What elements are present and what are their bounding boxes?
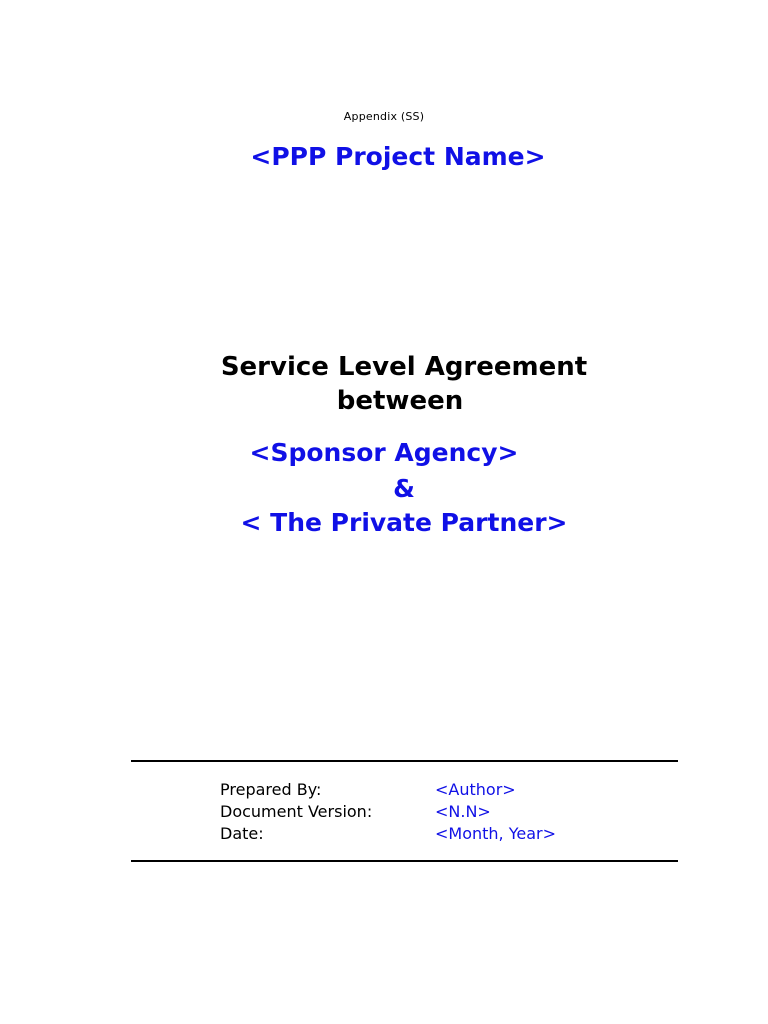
top-divider xyxy=(131,760,678,762)
document-title-between: between xyxy=(336,386,464,416)
document-version-label: Document Version: xyxy=(220,802,373,821)
sponsor-agency: <Sponsor Agency> xyxy=(249,438,519,467)
date-label: Date: xyxy=(220,824,264,843)
document-version-value: <N.N> xyxy=(435,802,491,821)
ampersand: & xyxy=(393,474,415,503)
date-row xyxy=(220,823,556,845)
project-name: <PPP Project Name> xyxy=(250,142,546,171)
private-partner: < The Private Partner> xyxy=(240,508,568,537)
appendix-label: Appendix (SS) xyxy=(343,110,425,123)
prepared-by-value: <Author> xyxy=(435,780,516,799)
bottom-divider xyxy=(131,860,678,862)
prepared-by-label: Prepared By: xyxy=(220,780,322,799)
document-meta-table xyxy=(220,779,556,845)
document-version-row xyxy=(220,801,556,823)
document-title: Service Level Agreement xyxy=(220,352,588,382)
prepared-by-row xyxy=(220,779,556,801)
date-value: <Month, Year> xyxy=(435,824,557,843)
